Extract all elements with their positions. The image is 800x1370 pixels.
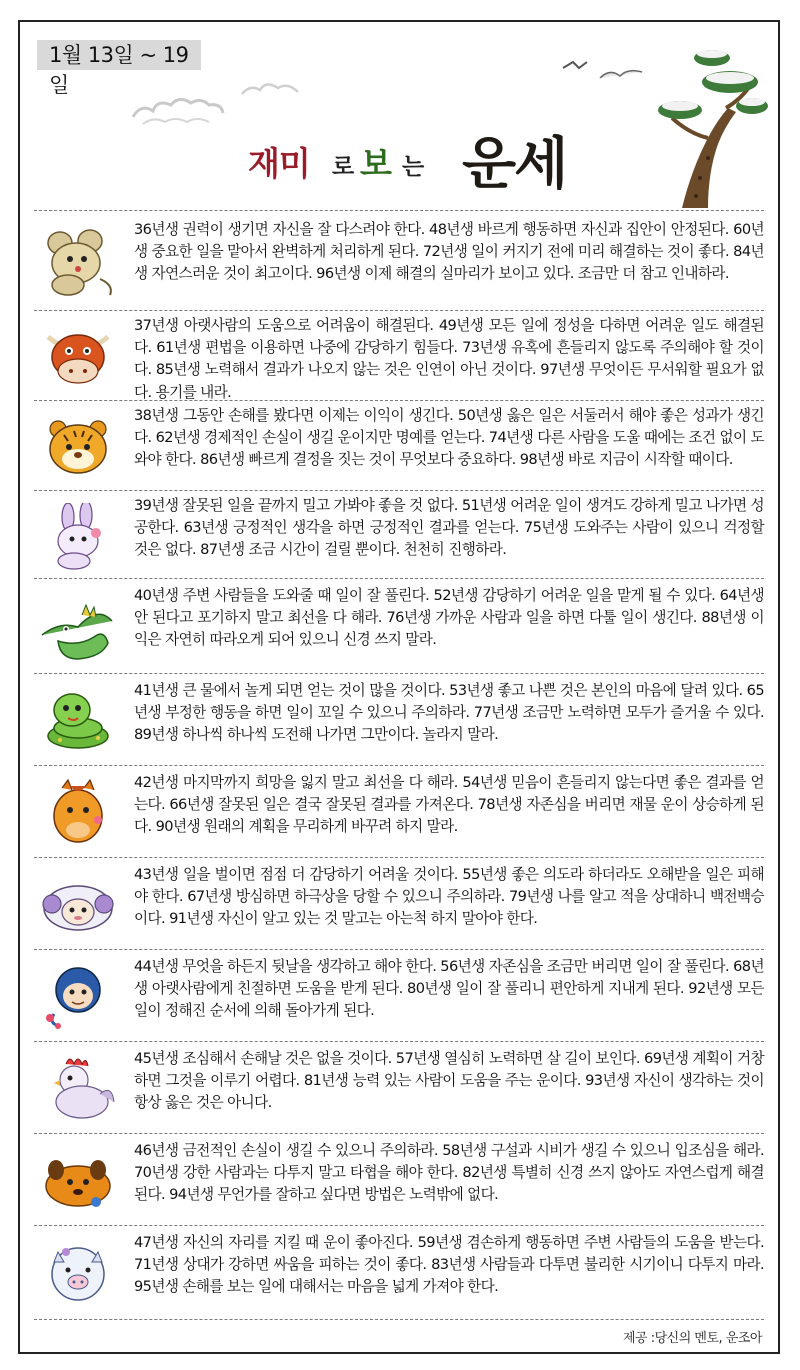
title-part-fun: 재미 <box>248 144 310 183</box>
title-part-neun: 는 <box>402 154 425 180</box>
fortune-text-pig: 47년생 자신의 자리를 지킬 때 운이 좋아진다. 59년생 겸손하게 행동하면 주변 사람들의 도움을 받는다. 71년생 상대가 강하면 싸움을 피하는 것이 좋다. 83년생 사람들과 다투면 불리한 시기이니 다투지 마라. 95년생 손해를 보는 일에 대해서는 마음을 넓게 가져야 한다. <box>134 1234 764 1296</box>
dog-icon <box>38 1148 118 1216</box>
fortune-row-dragon <box>34 578 764 674</box>
fortune-row-horse <box>34 765 764 858</box>
pig-icon <box>38 1238 118 1306</box>
rat-icon <box>38 229 118 297</box>
sheep-icon <box>38 872 118 940</box>
fortune-row-rat <box>34 210 764 311</box>
credit-text: 제공 :당신의 멘토, 운조아 <box>623 1331 762 1346</box>
horse-icon <box>38 778 118 846</box>
fortune-row-snake <box>34 673 764 766</box>
fortune-text-tiger: 38년생 그동안 손해를 봤다면 이제는 이익이 생긴다. 50년생 옳은 일은 서둘러서 해야 좋은 성과가 생긴다. 62년생 경제적인 손실이 생길 운이지만 명예를 얻는다. 74년생 다른 사람을 도울 때에는 조건 없이 도와야 한다. 86년생 빠르게 결정을 짓는 것이 무엇보다 중요하다. 98년생 바로 지금이 시작할 때이다. <box>134 407 764 469</box>
fortune-text-sheep: 43년생 일을 벌이면 점점 더 감당하기 어려울 것이다. 55년생 좋은 의도라 하더라도 오해받을 일은 피해야 한다. 67년생 방심하면 하극상을 당할 수 있으니 주의하라. 79년생 나를 알고 적을 상대하니 백전백승이다. 91년생 자신이 알고 있는 것 말고는 아는척 하지 말아야 한다. <box>134 866 764 928</box>
fortune-row-monkey <box>34 949 764 1042</box>
title-part-fortune: 운세 <box>462 131 567 197</box>
fortune-text-snake: 41년생 큰 물에서 놀게 되면 얻는 것이 많을 것이다. 53년생 좋고 나쁜 것은 본인의 마음에 달려 있다. 65년생 부정한 행동을 하면 일이 꼬일 수 있으니 주의하라. 77년생 조금만 노력하면 모두가 즐거울 수 있다. 89년생 하나씩 하나씩 도전해 나가면 그만이다. 놀라지 말라. <box>134 682 764 744</box>
rooster-icon <box>38 1054 118 1122</box>
fortune-text-dragon: 40년생 주변 사람들을 도와줄 때 일이 잘 풀린다. 52년생 감당하기 어려운 일을 맡게 될 수 있다. 64년생 안 된다고 포기하지 말고 최선을 다 해라. 76년생 가까운 사람과 일을 하면 다툴 일이 생긴다. 88년생 이익은 자연히 따라오게 되어 있으니 신경 쓰지 말라. <box>134 587 764 649</box>
cloud-decoration-small-icon <box>238 76 308 102</box>
tiger-icon <box>38 413 118 481</box>
snake-icon <box>38 686 118 754</box>
monkey-icon <box>38 962 118 1030</box>
ox-icon <box>38 323 118 391</box>
fortune-row-ox <box>34 310 764 401</box>
pine-tree-icon <box>652 38 772 208</box>
cloud-decoration-icon <box>128 92 238 132</box>
fortune-text-rat: 36년생 권력이 생기면 자신을 잘 다스려야 한다. 48년생 바르게 행동하면 자신과 집안이 안정된다. 60년생 중요한 일을 맡아서 완벽하게 처리하게 된다. 72년생 일이 커지기 전에 미리 해결하는 것이 좋다. 84년생 자연스러운 것이 최고이다. 96년생 이제 해결의 실마리가 보이고 있다. 조금만 더 참고 인내하라. <box>134 221 764 283</box>
title-part-see: 보 <box>360 144 392 183</box>
title-part-ro: 로 <box>332 154 355 180</box>
fortune-text-dog: 46년생 금전적인 손실이 생길 수 있으니 주의하라. 58년생 구설과 시비가 생길 수 있으니 입조심을 해라. 70년생 강한 사람과는 다투지 말고 타협을 해야 한다. 82년생 특별히 신경 쓰지 않아도 자연스럽게 해결된다. 94년생 무언가를 잘하고 싶다면 방법은 노력밖에 없다. <box>134 1142 764 1204</box>
fortune-row-dog <box>34 1133 764 1226</box>
fortune-row-pig <box>34 1225 764 1320</box>
bottom-divider <box>34 1319 764 1320</box>
rabbit-icon <box>38 503 118 571</box>
birds-icon <box>558 56 648 86</box>
fortune-text-rooster: 45년생 조심해서 손해날 것은 없을 것이다. 57년생 열심히 노력하면 살 길이 보인다. 69년생 계획이 거창하면 그것을 이루기 어렵다. 81년생 능력 있는 사람이 도움을 주는 운이다. 93년생 자신이 생각하는 것이 항상 옳은 것은 아니다. <box>134 1050 764 1112</box>
page-title <box>240 110 580 200</box>
fortune-text-horse: 42년생 마지막까지 희망을 잃지 말고 최선을 다 해라. 54년생 믿음이 흔들리지 않는다면 좋은 결과를 얻는다. 66년생 잘못된 일은 결국 잘못된 결과를 가져온다. 78년생 자존심을 버리면 재물 운이 상승하게 된다. 90년생 원래의 계획을 무리하게 바꾸려 하지 말라. <box>134 774 764 836</box>
fortune-text-rabbit: 39년생 잘못된 일을 끝까지 밀고 가봐야 좋을 것 없다. 51년생 어려운 일이 생겨도 강하게 밀고 나가면 성공한다. 63년생 긍정적인 생각을 하면 긍정적인 결과를 얻는다. 75년생 도와주는 사람이 있으니 걱정할 것은 없다. 87년생 조금 시간이 걸릴 뿐이다. 천천히 진행하라. <box>134 497 764 559</box>
fortune-text-ox: 37년생 아랫사람의 도움으로 어려움이 해결된다. 49년생 모든 일에 정성을 다하면 어려운 일도 해결된다. 61년생 편법을 이용하면 나중에 감당하기 힘들다. 73년생 유혹에 흔들리지 않도록 주의해야 할 것이다. 85년생 노력해서 결과가 나오지 않는 것은 인연이 아닌 것이다. 97년생 무엇이든 무서워할 필요가 없다. 용기를 내라. <box>134 317 764 401</box>
dragon-icon <box>38 595 118 663</box>
fortune-row-rabbit <box>34 490 764 579</box>
fortune-row-rooster <box>34 1041 764 1134</box>
date-range-badge: 1월 13일 ~ 19일 <box>37 40 201 70</box>
fortune-text-monkey: 44년생 무엇을 하든지 뒷날을 생각하고 해야 한다. 56년생 자존심을 조금만 버리면 일이 잘 풀린다. 68년생 아랫사람에게 친절하면 도움을 받게 된다. 80년생 일이 잘 풀리니 편안하게 지내게 된다. 92년생 모든 일이 정해진 순서에 의해 돌아가게 된다. <box>134 958 764 1020</box>
fortune-row-sheep <box>34 857 764 950</box>
fortune-row-tiger <box>34 400 764 491</box>
